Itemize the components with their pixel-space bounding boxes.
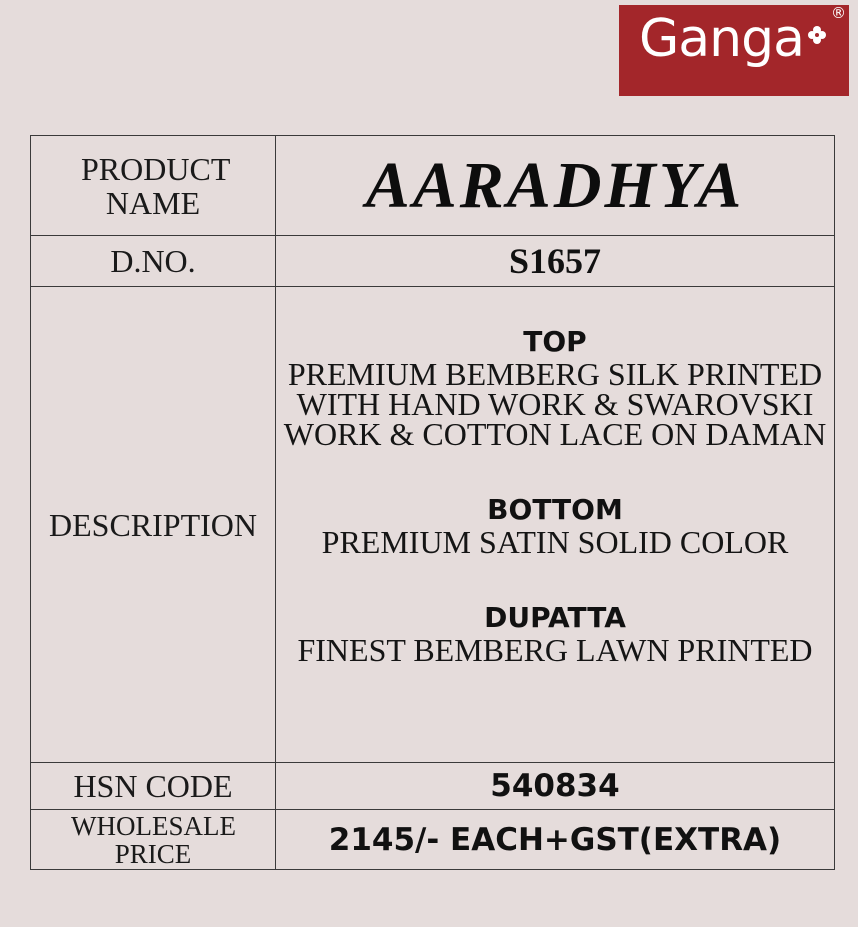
row-hsn (31, 763, 835, 810)
label-hsn: HSN CODE (73, 768, 233, 804)
registered-mark: ® (831, 4, 846, 22)
label-description: DESCRIPTION (48, 506, 257, 543)
top-text: PREMIUM BEMBERG SILK PRINTED WITH HAND WORK & SWAROVSKI WORK & COTTON LACE ON DAMAN (283, 355, 827, 452)
product-spec-table (30, 135, 835, 870)
brand-logo (619, 5, 849, 96)
product-name-value: AARADHYA (365, 148, 745, 222)
price-value: 2145/- EACH+GST(EXTRA) (328, 821, 782, 858)
label-product-name: PRODUCT NAME (81, 150, 231, 221)
dno-value: S1657 (508, 241, 602, 281)
label-price: WHOLESALE PRICE (71, 810, 236, 869)
label-dno: D.NO. (110, 243, 196, 279)
row-price (31, 810, 835, 870)
dupatta-text: FINEST BEMBERG LAWN PRINTED (297, 631, 813, 668)
bottom-text: PREMIUM SATIN SOLID COLOR (321, 523, 789, 560)
row-dno (31, 236, 835, 287)
top-heading: TOP (523, 324, 587, 358)
dupatta-heading: DUPATTA (484, 600, 626, 634)
row-description (31, 287, 835, 763)
brand-name: Ganga (639, 9, 804, 69)
flower-icon (807, 25, 827, 45)
bottom-heading: BOTTOM (487, 492, 623, 526)
row-product-name (31, 136, 835, 236)
hsn-value: 540834 (490, 768, 620, 804)
